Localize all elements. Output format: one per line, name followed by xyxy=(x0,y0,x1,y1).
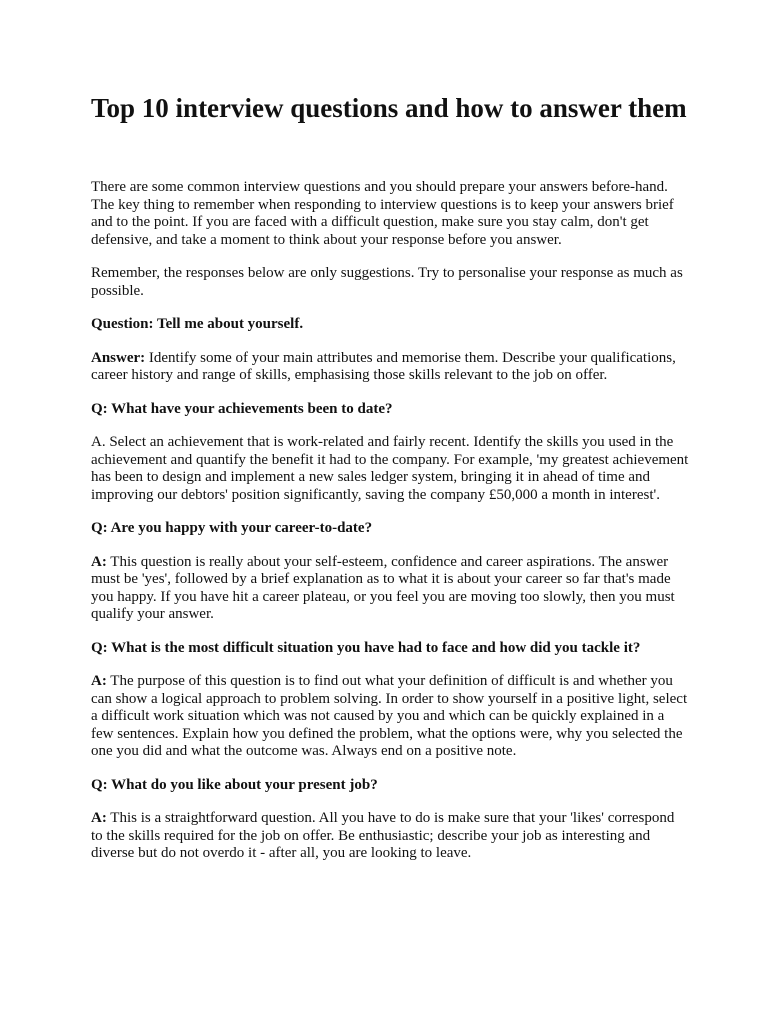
answer-label: A: xyxy=(91,673,107,689)
question-heading xyxy=(91,401,689,419)
question-text: Q: What do you like about your present job? xyxy=(91,776,378,793)
answer-paragraph xyxy=(91,673,689,761)
question-heading xyxy=(91,640,689,658)
intro-paragraph: There are some common interview questions and you should prepare your answers before-hand. The key thing to remember when responding to interview questions is to keep your answers brief and to the point. If you are faced with a difficult question, make sure you stay calm, don't get defensive, and take a moment to think about your response before you answer. xyxy=(91,179,674,248)
answer-text: Identify some of your main attributes and memorise them. Describe your qualifications, career history and range of skills, emphasising those skills relevant to the job on offer. xyxy=(91,349,676,383)
question-text: Question: Tell me about yourself. xyxy=(91,316,304,332)
answer-label: Answer: xyxy=(91,349,146,366)
question-heading xyxy=(91,316,689,334)
answer-text: This question is really about your self-esteem, confidence and career aspirations. The answer must be 'yes', followed by a brief explanation as to what it is about your career so far that's made you happy. If you have hit a career plateau, or you feel you are moving too slowly, then you must qualify your answer. xyxy=(91,553,675,622)
question-text: Q: What is the most difficult situation you have had to face and how did you tackle it? xyxy=(91,639,641,656)
document-body xyxy=(91,179,689,879)
answer-label: A: xyxy=(91,553,107,570)
answer-paragraph xyxy=(91,434,689,504)
question-heading xyxy=(91,777,689,795)
answer-paragraph xyxy=(91,810,689,863)
answer-paragraph xyxy=(91,554,689,624)
intro-paragraph: Remember, the responses below are only suggestions. Try to personalise your response as much as possible. xyxy=(91,265,683,299)
answer-paragraph xyxy=(91,350,689,385)
question-text: Q: Are you happy with your career-to-date? xyxy=(91,520,373,536)
answer-text: The purpose of this question is to find out what your definition of difficult is and whether you can show a logical approach to problem solving. In order to show yourself in a positive light, select a difficult work situation which was not caused by you and which can be quickly explained in a few sentences. Explain how you defined the problem, what the options were, why you selected the one you did and what the outcome was. Always end on a positive note. xyxy=(91,673,688,759)
answer-text: This is a straightforward question. All you have to do is make sure that your 'likes' correspond to the skills required for the job on offer. Be enthusiastic; describe your job as interesting and diverse but do not overdo it - after all, you are looking to leave. xyxy=(91,810,675,861)
question-heading xyxy=(91,520,689,538)
answer-label: A: xyxy=(91,810,107,826)
answer-text: A. Select an achievement that is work-related and fairly recent. Identify the skills you used in the achievement and quantify the benefit it had to the company. For example, 'my greatest achievement has been to design and implement a new sales ledger system, bringing it in ahead of time and improving our debtors' position significantly, saving the company £50,000 a month in interest'. xyxy=(91,434,689,503)
page-title: Top 10 interview questions and how to answer them xyxy=(91,93,687,123)
question-text: Q: What have your achievements been to date? xyxy=(91,400,393,417)
